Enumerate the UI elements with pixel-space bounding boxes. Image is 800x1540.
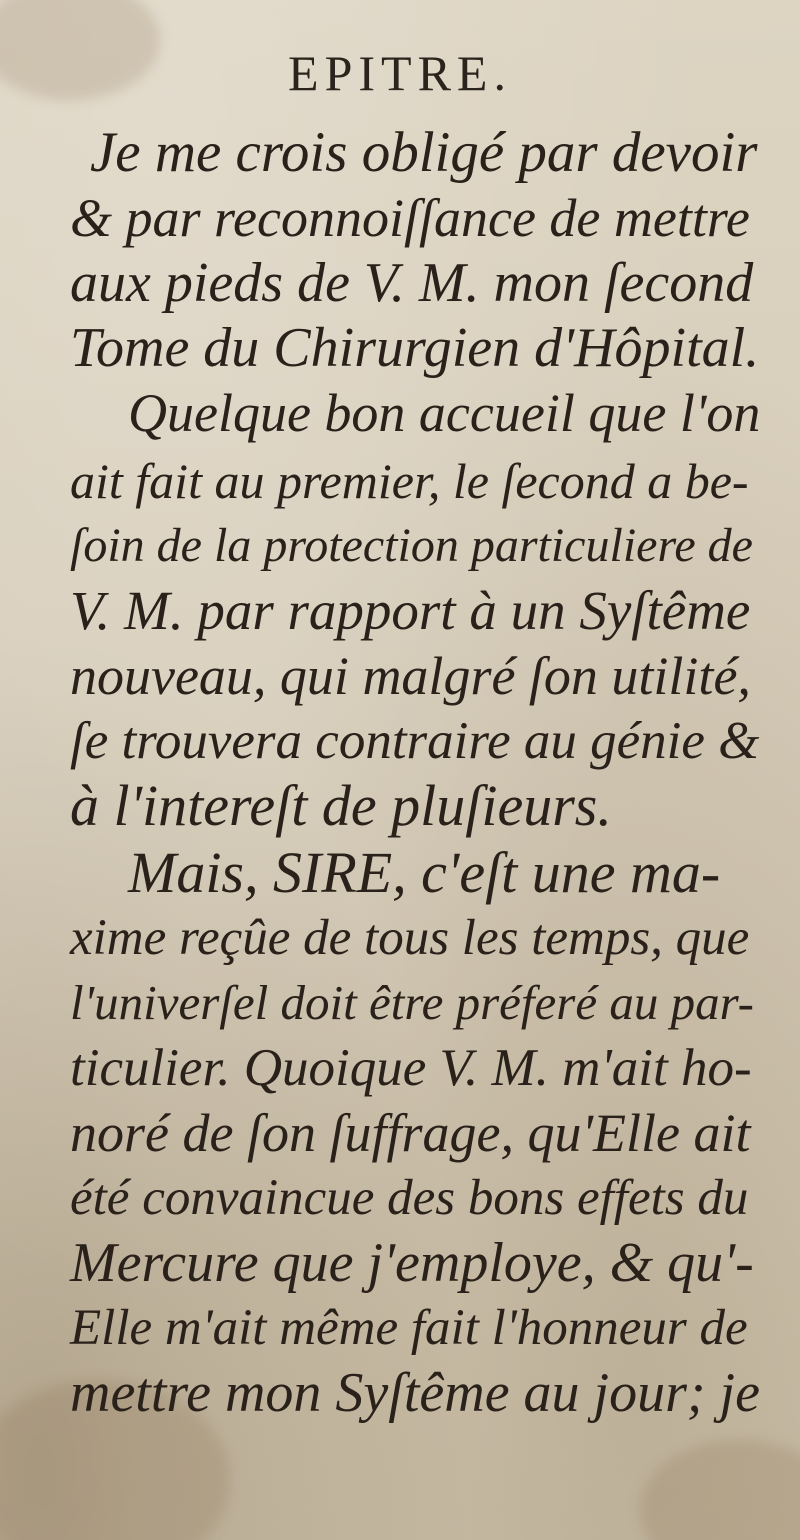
text-line: mettre mon Syſtême au jour; je xyxy=(70,1362,760,1424)
text-line: ſoin de la protection particuliere de xyxy=(70,519,753,572)
text-line: Mais, SIRE, c'eſt une ma- xyxy=(128,840,721,905)
text-line: Quelque bon accueil que l'on xyxy=(128,383,761,443)
text-line: aux pieds de V. M. mon ſecond xyxy=(70,252,754,314)
text-line: Elle m'ait même fait l'honneur de xyxy=(70,1300,748,1356)
text-line: Tome du Chirurgien d'Hôpital. xyxy=(70,317,760,379)
text-line: & par reconnoiſſance de mettre xyxy=(70,188,750,248)
text-line: nouveau, qui malgré ſon utilité, xyxy=(70,646,751,706)
text-line: ait fait au premier, le ſecond a be- xyxy=(70,453,749,509)
text-line: xime reçûe de tous les temps, que xyxy=(70,910,750,966)
text-line: ſe trouvera contraire au génie & xyxy=(70,712,760,770)
text-line: à l'intereſt de pluſieurs. xyxy=(70,773,612,838)
text-line: l'univerſel doit être préferé au par- xyxy=(70,975,754,1030)
page-title: EPITRE. xyxy=(288,45,512,101)
text-line: noré de ſon ſuffrage, qu'Elle ait xyxy=(70,1103,751,1163)
text-line: Mercure que j'employe, & qu'- xyxy=(70,1232,754,1294)
text-line: été convaincue des bons effets du xyxy=(70,1170,749,1226)
text-line: V. M. par rapport à un Syſtême xyxy=(70,580,751,641)
text-line: Je me crois obligé par devoir xyxy=(90,121,758,184)
text-line: ticulier. Quoique V. M. m'ait ho- xyxy=(70,1039,752,1097)
